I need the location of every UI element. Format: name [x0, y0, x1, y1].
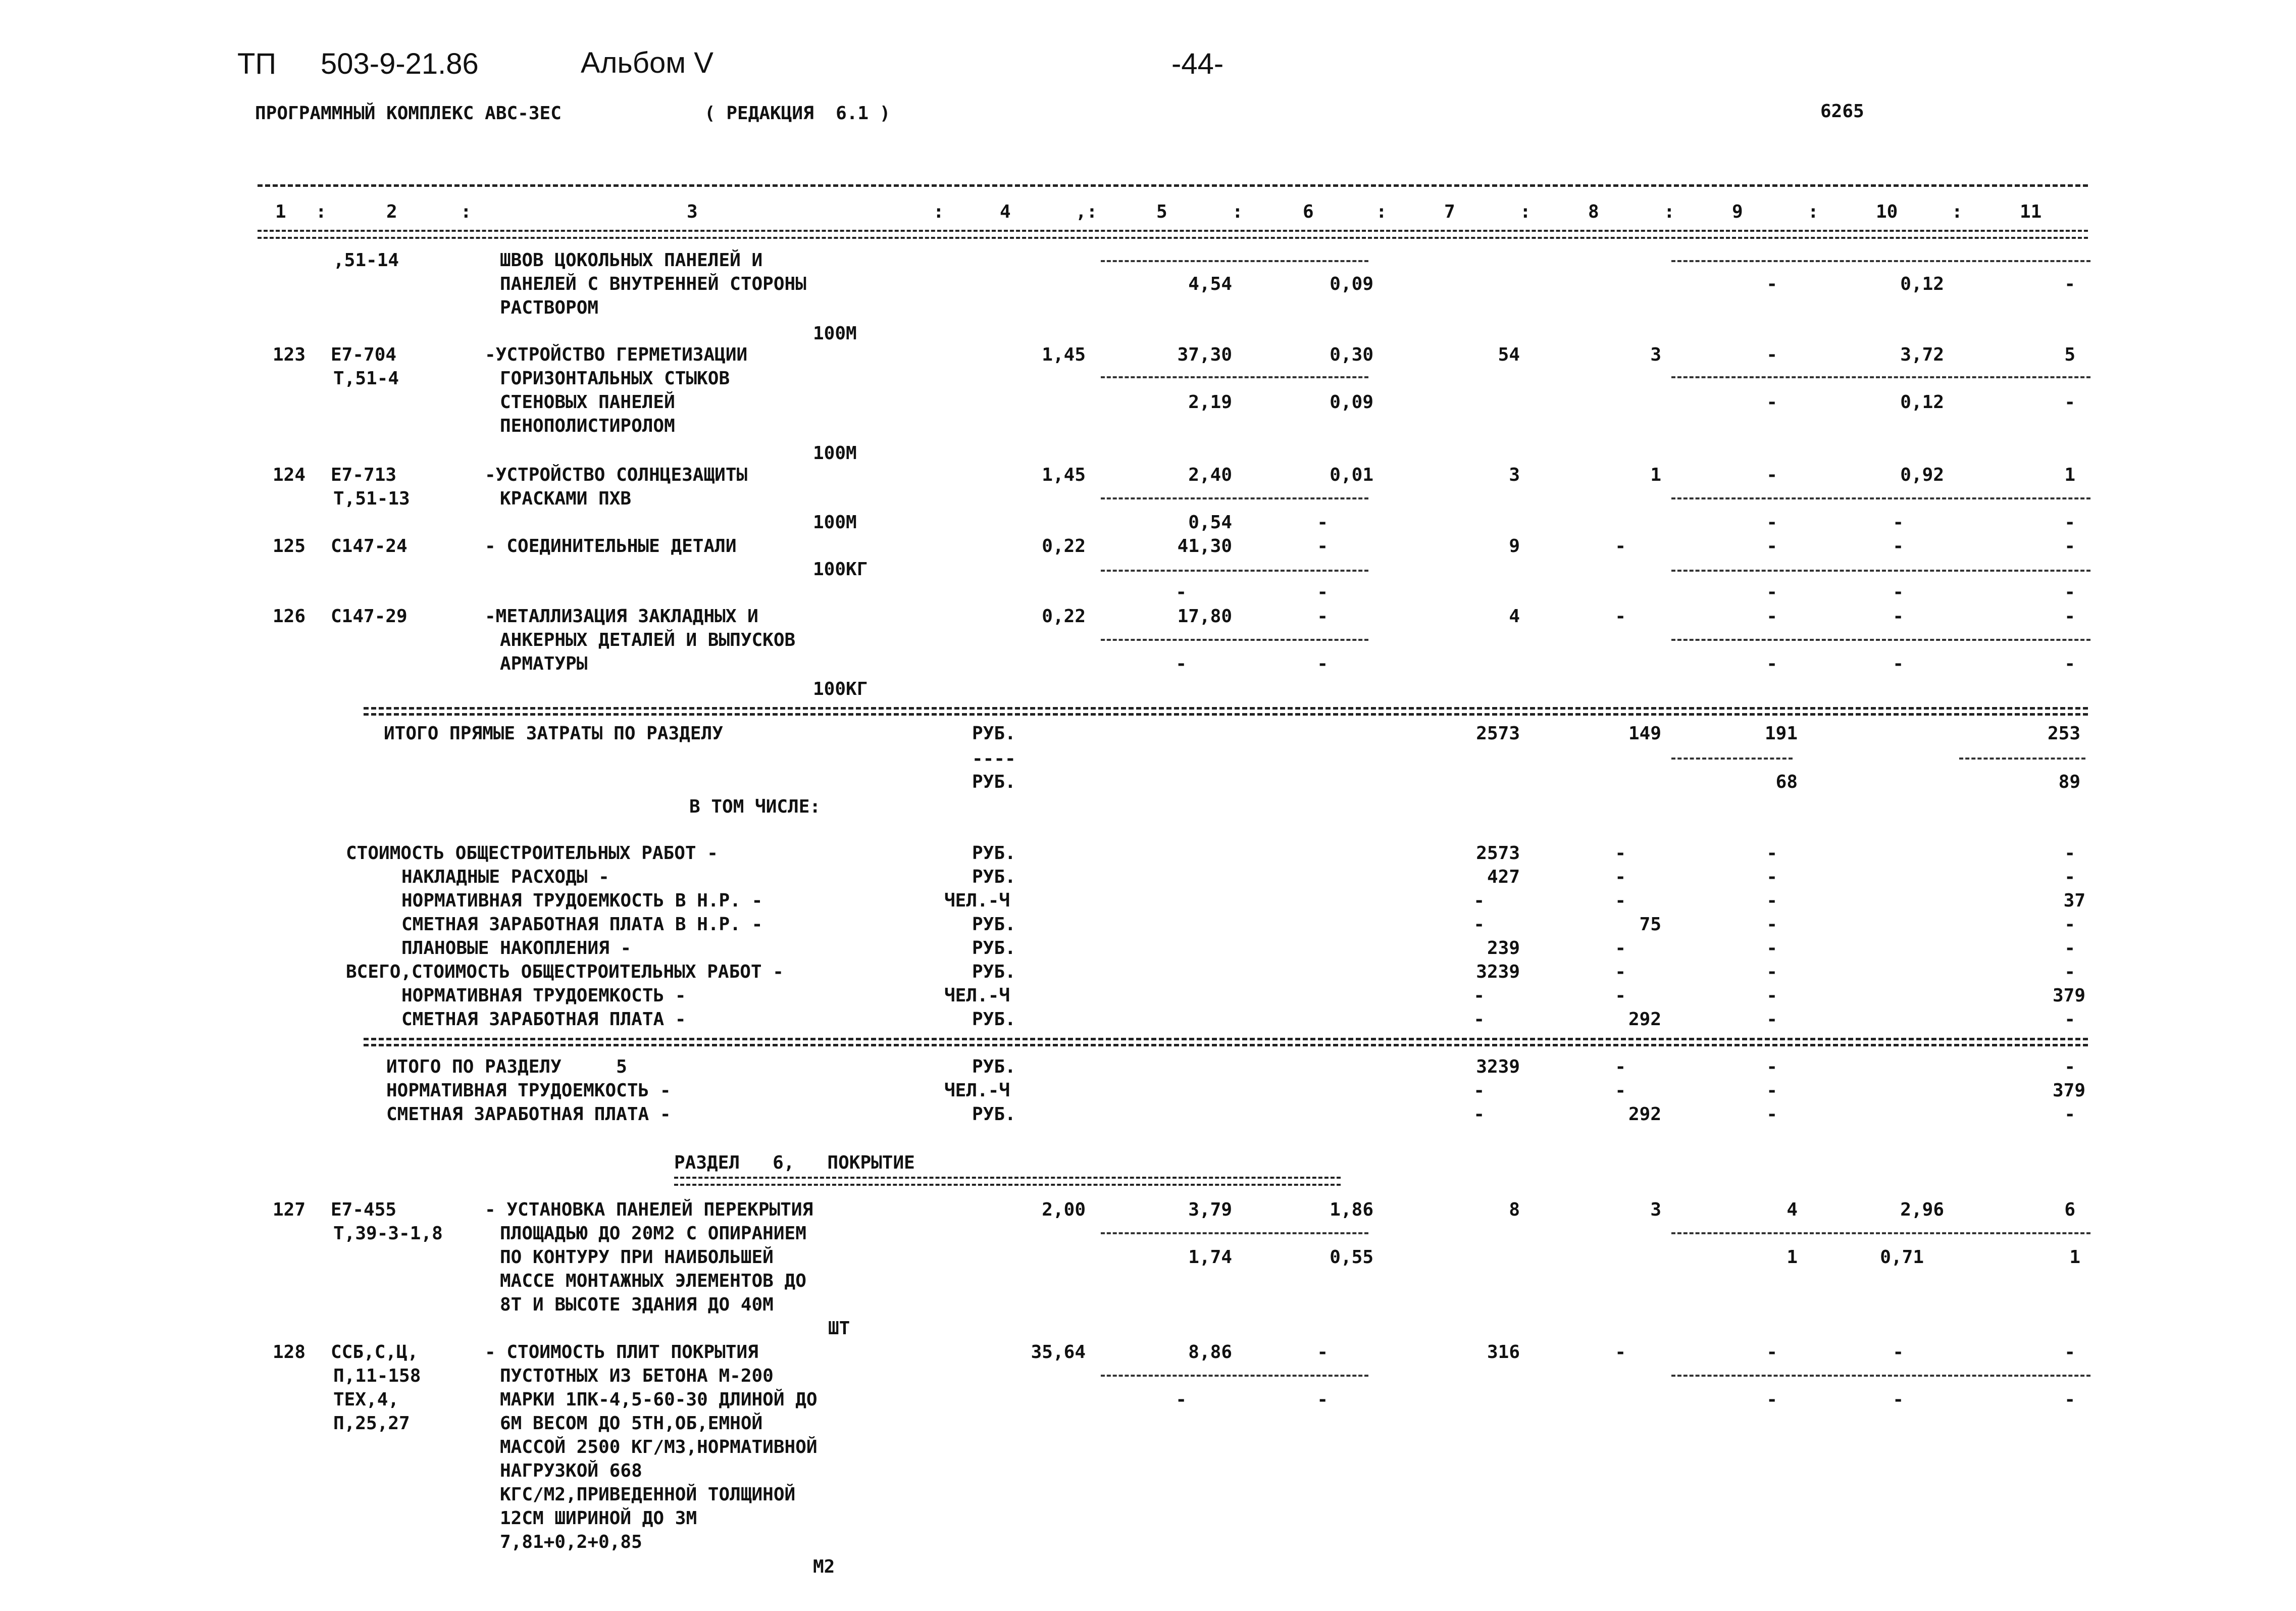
section-total-label: НОРМАТИВНАЯ ТРУДОЕМКОСТЬ - [386, 1080, 671, 1101]
totals-c11: 253 [2047, 723, 2080, 744]
section-total-c7: - [1473, 1080, 1485, 1101]
cell-c11: 6 [2064, 1199, 2075, 1220]
section-total-c8: - [1615, 1056, 1626, 1077]
cell-c10: 0,92 [1900, 465, 1944, 485]
edition-label: ( РЕДАКЦИЯ 6.1 ) [704, 103, 891, 124]
row-code: С147-29 [331, 606, 407, 627]
cell-rule [1101, 497, 1368, 499]
cell-c4: 1,45 [1042, 465, 1086, 485]
section-heading: РАЗДЕЛ 6, ПОКРЫТИЕ [674, 1152, 915, 1173]
cell-rule [1671, 758, 1793, 760]
row-code: П,11-158 [333, 1366, 421, 1386]
album-label: Альбом V [581, 46, 713, 79]
row-code: ТЕХ,4, [333, 1389, 399, 1410]
cell-c9: - [1766, 1342, 1777, 1363]
row-desc: ГОРИЗОНТАЛЬНЫХ СТЫКОВ [500, 368, 730, 389]
breakdown-c9: - [1766, 843, 1777, 864]
row-unit: ШТ [828, 1318, 850, 1339]
cell-c6: 0,55 [1330, 1247, 1373, 1268]
table-rule-double [258, 230, 2088, 239]
breakdown-c11: - [2064, 843, 2075, 864]
cell-c5: 1,74 [1188, 1247, 1232, 1268]
cell-c6: - [1317, 1342, 1328, 1363]
row-code: Т,39-3-1,8 [333, 1223, 443, 1244]
row-code: Е7-704 [331, 344, 397, 365]
cell-c8: 1 [1650, 465, 1661, 485]
row-desc: АРМАТУРЫ [500, 653, 588, 674]
cell-c10: 0,71 [1880, 1247, 1924, 1268]
section-total-c11: - [2064, 1056, 2075, 1077]
project-code: 503-9-21.86 [321, 47, 479, 80]
row-unit: 100М [813, 512, 857, 533]
section-total-label: СМЕТНАЯ ЗАРАБОТНАЯ ПЛАТА - [386, 1104, 671, 1125]
section-total-c9: - [1766, 1104, 1777, 1125]
cell-c11: - [2064, 606, 2075, 627]
cell-c10: - [1893, 536, 1904, 557]
cell-c9: 4 [1787, 1199, 1798, 1220]
section-total-c11: - [2064, 1104, 2075, 1125]
cell-c6: 0,09 [1330, 392, 1373, 413]
cell-c7: 4 [1509, 606, 1520, 627]
cell-c10: - [1893, 1389, 1904, 1410]
breakdown-c7: 2573 [1476, 843, 1520, 864]
cell-c4: 2,00 [1042, 1199, 1086, 1220]
cell-c5: 3,79 [1188, 1199, 1232, 1220]
breakdown-label: НОРМАТИВНАЯ ТРУДОЕМКОСТЬ - [401, 985, 686, 1006]
cell-rule [1671, 639, 2090, 641]
row-desc: 12СМ ШИРИНОЙ ДО 3М [500, 1508, 697, 1529]
cell-c9: - [1766, 274, 1777, 294]
breakdown-c11: - [2064, 867, 2075, 887]
cell-c9: - [1766, 465, 1777, 485]
cell-c10: 3,72 [1900, 344, 1944, 365]
cell-c6: 0,01 [1330, 465, 1373, 485]
breakdown-unit: РУБ. [972, 938, 1016, 959]
row-desc: -УСТРОЙСТВО ГЕРМЕТИЗАЦИИ [485, 344, 748, 365]
cell-rule [1671, 497, 2090, 499]
cell-c6: - [1317, 606, 1328, 627]
row-desc: ПЛОЩАДЬЮ ДО 20М2 С ОПИРАНИЕМ [500, 1223, 806, 1244]
cell-c9: - [1766, 344, 1777, 365]
totals-unit: РУБ. [972, 723, 1016, 744]
breakdown-label: НАКЛАДНЫЕ РАСХОДЫ - [401, 867, 609, 887]
cell-c7: 54 [1498, 344, 1520, 365]
cell-c5: - [1176, 582, 1187, 602]
page-number: -44- [1171, 47, 1224, 80]
row-desc: РАСТВОРОМ [500, 297, 599, 318]
cell-rule [1101, 1375, 1368, 1377]
document-page: ТП 503-9-21.86 Альбом V -44- ПРОГРАММНЫЙ КОМПЛЕКС АВС-3ЕС ( РЕДАКЦИЯ 6.1 ) 6265 1 : 2 : 3 : 4 ,: 5 : 6 : 7 : 8 : 9 : 10 : 11 ,51-14 ШВОВ ЦОКОЛЬНЫХ ПАНЕЛЕЙ И ПАНЕЛЕЙ С ВНУТРЕННЕЙ СТОРОНЫ РАСТВОРОМ 4,54 0,09 - 0,12 - 100М 123 Е7-704 Т,51-4 -УСТРОЙСТВО ГЕРМЕТИЗАЦИИ ГОРИЗОНТАЛЬНЫХ СТЫКОВ СТЕНОВЫХ ПАНЕЛЕЙ ПЕНОПОЛИСТИРОЛОМ 1,45 37,30 0,30 54 3 - 3,72 5 2,19 0,09 - 0,12 - 100М 124 Е7-713 Т,51-13 -УСТРОЙСТВО СОЛНЦЕЗАЩИТЫ КРАСКАМИ ПХВ 1,45 2,40 0,01 3 1 - 0,92 1 100М 0,54 - - - - 125 С147-24 - СОЕДИНИТЕЛЬНЫЕ ДЕТАЛИ 0,22 41,30 - 9 - - - - 100КГ - - - - - 126 С147-29 -МЕТАЛЛИЗАЦИЯ ЗАКЛАДНЫХ И АНКЕРНЫХ ДЕТАЛЕЙ И ВЫПУСКОВ АРМАТУРЫ 0,22 17,80 - 4 - - - - - - - - - 100КГ ИТОГО ПРЯМЫЕ ЗАТРАТЫ ПО РАЗДЕЛУ РУБ. 2573 149 191 253 ---- РУБ. 68 89 В ТОМ ЧИСЛЕ: СТОИМОСТЬ ОБЩЕСТРОИТЕЛЬНЫХ РАБОТ - РУБ. 2573 - - - НАКЛАДНЫЕ РАСХОДЫ - РУБ. 427 - - - НОРМАТИВНАЯ ТРУДОЕМКОСТЬ В Н.Р. - ЧЕЛ.-Ч - - - 37 СМЕТНАЯ ЗАРАБОТНАЯ ПЛАТА В Н.Р. - РУБ. - 75 - - ПЛАНОВЫЕ НАКОПЛЕНИЯ - РУБ. 239 - - - ВСЕГО,СТОИМОСТЬ ОБЩЕСТРОИТЕЛЬНЫХ РАБОТ - РУБ. 3239 - - - НОРМАТИВНАЯ ТРУДОЕМКОСТЬ - ЧЕЛ.-Ч - - - 379 СМЕТНАЯ ЗАРАБОТНАЯ ПЛАТА - РУБ. - 292 - - ИТОГО ПО РАЗДЕЛУ 5 РУБ. 3239 - - - НОРМАТИВНАЯ ТРУДОЕМКОСТЬ - ЧЕЛ.-Ч - - - 379 СМЕТНАЯ ЗАРАБОТНАЯ ПЛАТА - РУБ. - 292 - - РАЗДЕЛ 6, ПОКРЫТИЕ 127 Е7-455 Т,39-3-1,8 - УСТАНОВКА ПАНЕЛЕЙ ПЕРЕКРЫТИЯ ПЛОЩАДЬЮ ДО 20М2 С ОПИРАНИЕМ ПО КОНТУРУ ПРИ НАИБОЛЬШЕЙ МАССЕ МОНТАЖНЫХ ЭЛЕМЕНТОВ ДО 8Т И ВЫСОТЕ ЗДАНИЯ ДО 40М 2,00 3,79 1,86 8 3 4 2,96 6 1,74 0,55 1 0,71 1 ШТ 128 ССБ,С,Ц, П,11-158 ТЕХ,4, П,25,27 - СТОИМОСТЬ ПЛИТ ПОКРЫТИЯ ПУСТОТНЫХ ИЗ БЕТОНА М-200 МАРКИ 1ПК-4,5-60-30 ДЛИНОЙ ДО 6М ВЕСОМ ДО 5ТН,ОБ,ЕМНОЙ МАССОЙ 2500 КГ/М3,НОРМАТИВНОЙ НАГРУЗКОЙ 668 КГС/М2,ПРИВЕДЕННОЙ ТОЛЩИНОЙ 12СМ ШИРИНОЙ ДО 3М 7,81+0,2+0,85 35,64 8,86 - 316 - - - - - - - - - М2 [0, 0, 2296, 1611]
table-rule [258, 184, 2088, 187]
breakdown-c7: - [1473, 890, 1485, 911]
row-number: 125 [273, 536, 306, 557]
cell-c11: - [2064, 1389, 2075, 1410]
breakdown-label: СТОИМОСТЬ ОБЩЕСТРОИТЕЛЬНЫХ РАБОТ - [346, 843, 718, 864]
cell-c9: 1 [1787, 1247, 1798, 1268]
cell-c10: - [1893, 606, 1904, 627]
breakdown-c7: 427 [1487, 867, 1520, 887]
cell-rule [1671, 1232, 2090, 1234]
col-header-9: 9 [1732, 202, 1743, 222]
breakdown-c8: - [1615, 985, 1626, 1006]
col-header-5: 5 [1156, 202, 1167, 222]
breakdown-c7: - [1473, 1009, 1485, 1030]
col-header-1: 1 [275, 202, 286, 222]
cell-c10: 0,12 [1900, 392, 1944, 413]
cell-c6: - [1317, 1389, 1328, 1410]
tp-label: ТП [237, 47, 277, 80]
cell-rule [1101, 570, 1368, 572]
breakdown-c8: - [1615, 962, 1626, 982]
col-header-7: 7 [1444, 202, 1455, 222]
cell-c10: 2,96 [1900, 1199, 1944, 1220]
cell-rule [1671, 376, 2090, 378]
totals-c9: 68 [1775, 772, 1798, 792]
breakdown-c8: - [1615, 938, 1626, 959]
cell-c4: 35,64 [1031, 1342, 1086, 1363]
cell-c9: - [1766, 392, 1777, 413]
cell-c5: - [1176, 653, 1187, 674]
row-number: 124 [273, 465, 306, 485]
cell-c11: - [2064, 392, 2075, 413]
cell-c10: - [1893, 1342, 1904, 1363]
row-code: ,51-14 [333, 250, 399, 271]
section-total-c9: - [1766, 1080, 1777, 1101]
col-header-6: 6 [1303, 202, 1314, 222]
row-desc: ШВОВ ЦОКОЛЬНЫХ ПАНЕЛЕЙ И [500, 250, 763, 271]
row-desc: КГС/М2,ПРИВЕДЕННОЙ ТОЛЩИНОЙ [500, 1484, 796, 1505]
cell-c9: - [1766, 582, 1777, 602]
cell-c11: 5 [2064, 344, 2075, 365]
cell-rule [1959, 758, 2085, 760]
breakdown-c11: 379 [2052, 985, 2085, 1006]
totals-unit: РУБ. [972, 772, 1016, 792]
breakdown-c11: - [2064, 938, 2075, 959]
cell-c8: - [1615, 606, 1626, 627]
section-total-c7: 3239 [1476, 1056, 1520, 1077]
row-code: С147-24 [331, 536, 407, 557]
row-desc: ПАНЕЛЕЙ С ВНУТРЕННЕЙ СТОРОНЫ [500, 274, 806, 294]
col-header-4: 4 [1000, 202, 1011, 222]
cell-c7: 9 [1509, 536, 1520, 557]
col-header-11: 11 [2020, 202, 2042, 222]
cell-rule [1671, 260, 2090, 262]
breakdown-c11: - [2064, 962, 2075, 982]
cell-c5: 2,19 [1188, 392, 1232, 413]
breakdown-c7: - [1473, 985, 1485, 1006]
row-number: 126 [273, 606, 306, 627]
section-total-unit: РУБ. [972, 1056, 1016, 1077]
cell-c11: - [2064, 512, 2075, 533]
row-code: П,25,27 [333, 1413, 410, 1434]
totals-unit-dash: ---- [972, 748, 1016, 769]
section-total-unit: ЧЕЛ.-Ч [944, 1080, 1010, 1101]
row-desc: 7,81+0,2+0,85 [500, 1532, 642, 1552]
breakdown-label: ВСЕГО,СТОИМОСТЬ ОБЩЕСТРОИТЕЛЬНЫХ РАБОТ - [346, 962, 784, 982]
row-number: 128 [273, 1342, 306, 1363]
row-code: Т,51-4 [333, 368, 399, 389]
row-unit: 100М [813, 323, 857, 344]
row-unit: 100КГ [813, 679, 868, 699]
totals-label: ИТОГО ПРЯМЫЕ ЗАТРАТЫ ПО РАЗДЕЛУ [384, 723, 723, 744]
row-desc: СТЕНОВЫХ ПАНЕЛЕЙ [500, 392, 675, 413]
cell-c5: - [1176, 1389, 1187, 1410]
row-desc: -УСТРОЙСТВО СОЛНЦЕЗАЩИТЫ [485, 465, 748, 485]
row-unit: 100КГ [813, 559, 868, 580]
breakdown-c11: - [2064, 1009, 2075, 1030]
cell-c6: - [1317, 582, 1328, 602]
breakdown-c7: - [1473, 914, 1485, 935]
section-total-c8: 292 [1628, 1104, 1661, 1125]
cell-c6: - [1317, 536, 1328, 557]
breakdown-c9: - [1766, 914, 1777, 935]
breakdown-c9: - [1766, 890, 1777, 911]
breakdown-c8: - [1615, 890, 1626, 911]
breakdown-c7: 3239 [1476, 962, 1520, 982]
section-rule [364, 1044, 2088, 1046]
cell-c6: - [1317, 653, 1328, 674]
row-desc: АНКЕРНЫХ ДЕТАЛЕЙ И ВЫПУСКОВ [500, 630, 796, 650]
row-unit: М2 [813, 1556, 835, 1577]
cell-c10: - [1893, 582, 1904, 602]
row-unit: 100М [813, 443, 857, 464]
col-header-3: 3 [687, 202, 698, 222]
row-number: 123 [273, 344, 306, 365]
breakdown-label: ПЛАНОВЫЕ НАКОПЛЕНИЯ - [401, 938, 632, 959]
cell-c7: 316 [1487, 1342, 1520, 1363]
row-desc: НАГРУЗКОЙ 668 [500, 1461, 642, 1481]
totals-c8: 149 [1628, 723, 1661, 744]
breakdown-unit: ЧЕЛ.-Ч [944, 985, 1010, 1006]
col-header-10: 10 [1876, 202, 1898, 222]
cell-c8: - [1615, 536, 1626, 557]
section-total-unit: РУБ. [972, 1104, 1016, 1125]
document-number: 6265 [1820, 101, 1864, 122]
breakdown-c9: - [1766, 867, 1777, 887]
breakdown-c11: - [2064, 914, 2075, 935]
cell-c5: 4,54 [1188, 274, 1232, 294]
cell-rule [1101, 376, 1368, 378]
section-rule [364, 713, 2088, 716]
section-rule [364, 707, 2088, 710]
row-desc: - УСТАНОВКА ПАНЕЛЕЙ ПЕРЕКРЫТИЯ [485, 1199, 813, 1220]
cell-c8: 3 [1650, 344, 1661, 365]
cell-c5: 17,80 [1177, 606, 1232, 627]
row-desc: МАРКИ 1ПК-4,5-60-30 ДЛИНОЙ ДО [500, 1389, 818, 1410]
breakdown-c8: 292 [1628, 1009, 1661, 1030]
section-heading-underline [674, 1177, 1341, 1186]
row-desc: ПЕНОПОЛИСТИРОЛОМ [500, 416, 675, 436]
breakdown-unit: РУБ. [972, 843, 1016, 864]
cell-rule [1101, 639, 1368, 641]
cell-c7: 3 [1509, 465, 1520, 485]
cell-c4: 0,22 [1042, 536, 1086, 557]
cell-c9: - [1766, 512, 1777, 533]
col-header-8: 8 [1588, 202, 1599, 222]
breakdown-unit: ЧЕЛ.-Ч [944, 890, 1010, 911]
totals-c11: 89 [2058, 772, 2080, 792]
cell-c11: - [2064, 274, 2075, 294]
row-desc: КРАСКАМИ ПХВ [500, 488, 632, 509]
breakdown-unit: РУБ. [972, 867, 1016, 887]
cell-c5: 0,54 [1188, 512, 1232, 533]
cell-c11: - [2064, 653, 2075, 674]
cell-c4: 1,45 [1042, 344, 1086, 365]
breakdown-unit: РУБ. [972, 914, 1016, 935]
cell-c9: - [1766, 606, 1777, 627]
cell-c11: 1 [2064, 465, 2075, 485]
cell-rule [1671, 1375, 2090, 1377]
breakdown-c8: - [1615, 867, 1626, 887]
section-total-c9: - [1766, 1056, 1777, 1077]
cell-c6: - [1317, 512, 1328, 533]
section-total-c8: - [1615, 1080, 1626, 1101]
row-desc: - СТОИМОСТЬ ПЛИТ ПОКРЫТИЯ [485, 1342, 758, 1363]
cell-c8: - [1615, 1342, 1626, 1363]
totals-c7: 2573 [1476, 723, 1520, 744]
section-rule [364, 1038, 2088, 1040]
cell-c11: - [2064, 536, 2075, 557]
row-desc: 6М ВЕСОМ ДО 5ТН,ОБ,ЕМНОЙ [500, 1413, 763, 1434]
cell-c5: 8,86 [1188, 1342, 1232, 1363]
breakdown-c9: - [1766, 985, 1777, 1006]
cell-c9: - [1766, 1389, 1777, 1410]
row-desc: ПО КОНТУРУ ПРИ НАИБОЛЬШЕЙ [500, 1247, 774, 1268]
cell-c4: 0,22 [1042, 606, 1086, 627]
row-desc: - СОЕДИНИТЕЛЬНЫЕ ДЕТАЛИ [485, 536, 737, 557]
row-desc: -МЕТАЛЛИЗАЦИЯ ЗАКЛАДНЫХ И [485, 606, 758, 627]
breakdown-c7: 239 [1487, 938, 1520, 959]
row-code: Т,51-13 [333, 488, 410, 509]
totals-c9: 191 [1764, 723, 1798, 744]
cell-c5: 37,30 [1177, 344, 1232, 365]
breakdown-c9: - [1766, 962, 1777, 982]
cell-c11: 1 [2069, 1247, 2080, 1268]
cell-c9: - [1766, 653, 1777, 674]
breakdown-label: СМЕТНАЯ ЗАРАБОТНАЯ ПЛАТА В Н.Р. - [401, 914, 763, 935]
cell-c7: 8 [1509, 1199, 1520, 1220]
row-code: ССБ,С,Ц, [331, 1342, 419, 1363]
breakdown-c8: - [1615, 843, 1626, 864]
breakdown-label: НОРМАТИВНАЯ ТРУДОЕМКОСТЬ В Н.Р. - [401, 890, 763, 911]
cell-c6: 0,09 [1330, 274, 1373, 294]
cell-c10: - [1893, 512, 1904, 533]
cell-c6: 0,30 [1330, 344, 1373, 365]
row-code: Е7-713 [331, 465, 397, 485]
section-total-label: ИТОГО ПО РАЗДЕЛУ 5 [386, 1056, 627, 1077]
cell-c5: 41,30 [1177, 536, 1232, 557]
cell-c9: - [1766, 536, 1777, 557]
cell-c5: 2,40 [1188, 465, 1232, 485]
cell-c11: - [2064, 1342, 2075, 1363]
program-title: ПРОГРАММНЫЙ КОМПЛЕКС АВС-3ЕС [255, 103, 562, 124]
breakdown-c11: 37 [2063, 890, 2085, 911]
col-header-2: 2 [386, 202, 397, 222]
section-total-c7: - [1473, 1104, 1485, 1125]
cell-rule [1671, 570, 2090, 572]
including-label: В ТОМ ЧИСЛЕ: [689, 796, 821, 817]
row-desc: ПУСТОТНЫХ ИЗ БЕТОНА М-200 [500, 1366, 774, 1386]
cell-c8: 3 [1650, 1199, 1661, 1220]
breakdown-c8: 75 [1639, 914, 1661, 935]
row-number: 127 [273, 1199, 306, 1220]
breakdown-c9: - [1766, 1009, 1777, 1030]
cell-rule [1101, 260, 1368, 262]
section-total-c11: 379 [2052, 1080, 2085, 1101]
row-desc: МАССОЙ 2500 КГ/М3,НОРМАТИВНОЙ [500, 1437, 818, 1457]
breakdown-c9: - [1766, 938, 1777, 959]
row-code: Е7-455 [331, 1199, 397, 1220]
cell-rule [1101, 1232, 1368, 1234]
row-desc: МАССЕ МОНТАЖНЫХ ЭЛЕМЕНТОВ ДО [500, 1271, 806, 1291]
cell-c11: - [2064, 582, 2075, 602]
row-desc: 8Т И ВЫСОТЕ ЗДАНИЯ ДО 40М [500, 1294, 774, 1315]
breakdown-unit: РУБ. [972, 962, 1016, 982]
breakdown-label: СМЕТНАЯ ЗАРАБОТНАЯ ПЛАТА - [401, 1009, 686, 1030]
cell-c10: 0,12 [1900, 274, 1944, 294]
cell-c10: - [1893, 653, 1904, 674]
breakdown-unit: РУБ. [972, 1009, 1016, 1030]
cell-c6: 1,86 [1330, 1199, 1373, 1220]
